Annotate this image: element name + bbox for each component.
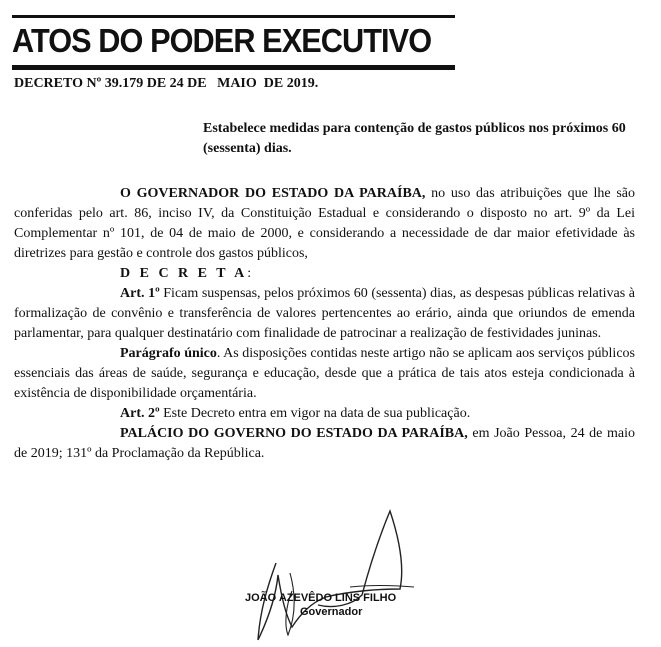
paragraph-unico-text: . As disposições contidas neste artigo não se aplicam aos serviços públicos essenciais das áreas de saúde, segurança e educação, desde que a prática de tais atos esteja condicionada à existência de disponibilidade orçamentária. [14, 346, 635, 401]
decree-ementa: Estabelece medidas para contenção de gastos públicos nos próximos 60 (sessenta) dias. [203, 121, 626, 156]
signatory-title: Governador [300, 606, 363, 618]
preamble-authority: O GOVERNADOR DO ESTADO DA PARAÍBA, [120, 186, 426, 201]
closing-place-text: em João Pessoa, 24 de maio de 2019; 131º da Proclamação da República. [14, 426, 635, 461]
article-1-text: Ficam suspensas, pelos próximos 60 (sessenta) dias, as despesas públicas relativas à formalização de convênio e transferência de valores pertencentes ao erário, ainda que oriundos de emenda parlamentar, para qualquer destinatário com finalidade de patrocinar a realização de festividades juninas. [14, 286, 635, 341]
article-2-label: Art. 2º [120, 406, 160, 421]
section-banner-title: ATOS DO PODER EXECUTIVO [12, 22, 432, 59]
preamble-paragraph [14, 184, 635, 264]
article-2-paragraph [14, 404, 635, 424]
article-1-paragraph [14, 284, 635, 344]
decreta-paragraph [14, 264, 635, 284]
decree-body [14, 184, 635, 464]
header-top-rule [12, 15, 455, 18]
signature-stroke-icon [230, 505, 430, 647]
handwritten-signature [230, 505, 430, 647]
closing-paragraph [14, 424, 635, 464]
decree-heading: DECRETO Nº 39.179 DE 24 DE MAIO DE 2019. [14, 76, 319, 91]
paragraph-unico-label: Parágrafo único [120, 346, 217, 361]
decreta-label: D E C R E T A [120, 266, 248, 281]
paragraph-unico [14, 344, 635, 404]
article-2-text: Este Decreto entra em vigor na data de sua publicação. [159, 406, 471, 421]
header-bottom-rule [12, 65, 455, 70]
signatory-name: JOÃO AZEVÊDO LINS FILHO [245, 592, 397, 604]
decreta-colon: : [247, 266, 252, 281]
closing-place-label: PALÁCIO DO GOVERNO DO ESTADO DA PARAÍBA, [120, 426, 468, 441]
article-1-label: Art. 1º [120, 286, 160, 301]
preamble-text: no uso das atribuições que lhe são conferidas pelo art. 86, inciso IV, da Constituição Estadual e considerando o disposto no art. 9º da Lei Complementar nº 101, de 04 de maio de 2000, e considerando a necessidade de dar maior efetividade às diretrizes para gestão e controle dos gastos públicos, [14, 186, 636, 261]
